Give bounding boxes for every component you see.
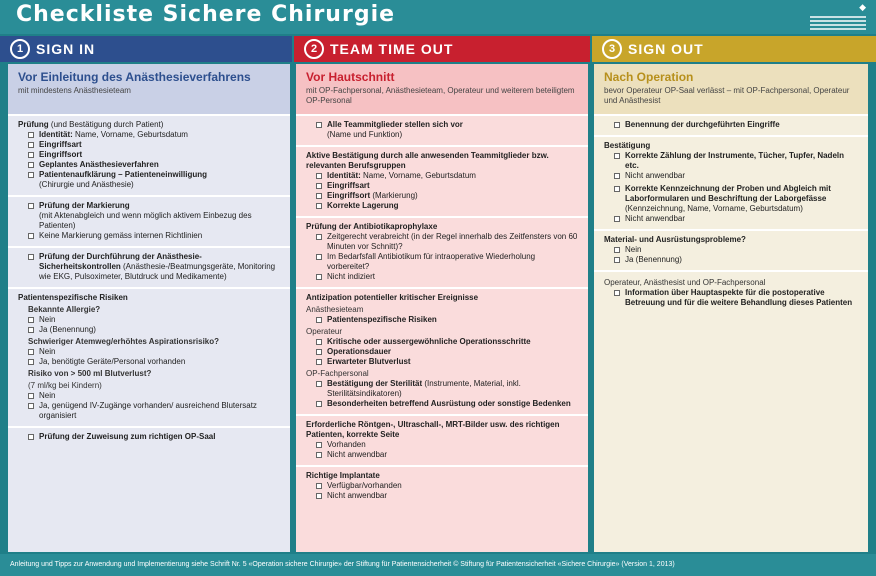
team-time-out-column [296,64,588,552]
phase-team-time-out-bar [294,36,590,62]
checkbox[interactable] [28,434,34,440]
checklist-block [296,287,588,414]
checkbox[interactable] [316,234,322,240]
block-title: Bestätigung [604,141,651,150]
checklist-block [8,246,290,287]
checklist-item[interactable]: Verfügbar/vorhanden [306,481,578,491]
checkbox[interactable] [614,216,620,222]
block-title: Antizipation potentieller kritischer Ereignisse [306,293,479,302]
checkbox[interactable] [614,290,620,296]
checklist-block [296,114,588,145]
phase-sign-out-bar [592,36,876,62]
checkbox[interactable] [28,349,34,355]
checklist-item[interactable]: Operationsdauer [306,347,578,357]
checklist-item[interactable]: Korrekte Zählung der Instrumente, Tücher, Tupfer, Nadeln etc. [604,151,858,171]
checklist-item[interactable]: Keine Markierung gemäss internen Richtlinien [18,231,280,241]
block-title: Patientenspezifische Risiken [18,293,128,302]
checklist-block [8,287,290,426]
checklist-block [296,465,588,506]
checklist-item[interactable]: Nein [604,245,858,255]
column-subheading: bevor Operateur OP-Saal verlässt – mit OP-Fachpersonal, Operateur und Anästhesist [604,86,850,105]
checkbox[interactable] [28,327,34,333]
checkbox[interactable] [28,233,34,239]
phase-name: SIGN OUT [628,41,704,57]
role-label: Operateur [306,327,343,336]
question-note: (7 ml/kg bei Kindern) [28,381,102,390]
checklist-item[interactable]: Geplantes Anästhesieverfahren [18,160,280,170]
checklist-item[interactable]: Nicht anwendbar [306,491,578,501]
checkbox[interactable] [28,203,34,209]
footer-note: Anleitung und Tipps zur Anwendung und Implementierung siehe Schrift Nr. 5 «Operation sichere Chirurgie» der Stiftung für Patientensicherheit © Stiftung für Patientensicherheit «Sichere Chirurgie» (Version 1, 2013) [0,554,876,576]
checklist-item[interactable]: Nicht anwendbar [306,450,578,460]
checklist-block [594,114,868,135]
checkbox[interactable] [316,339,322,345]
phase-sign-in-bar [0,36,292,62]
checklist-item[interactable]: Korrekte Lagerung [306,201,578,211]
checklist-item[interactable]: Eingriffsort (Markierung) [306,191,578,201]
checklist-item[interactable]: Bestätigung der Sterilität (Instrumente, Material, inkl. Sterilitätsindikatoren) [306,379,578,399]
checklist-block [296,145,588,216]
block-title: Material- und Ausrüstungsprobleme? [604,235,746,244]
checkbox[interactable] [614,173,620,179]
checkbox[interactable] [316,173,322,179]
sign-in-column [8,64,290,552]
checkbox[interactable] [316,274,322,280]
checklist-item[interactable]: Korrekte Kennzeichnung der Proben und Abgleich mit Laborformularen und Beschriftung der Laborgefässe (Kennzeichnung, Name, Vorname, Geburtsdatum) [604,184,858,214]
checklist-item[interactable]: Prüfung der Durchführung der Anästhesie-Sicherheitskontrollen (Anästhesie-/Beatmungsgeräte, Monitoring wie EKG, Pulsoximeter, Blutdruck und Medikamente) [18,252,280,282]
checklist-item[interactable]: Im Bedarfsfall Antibiotikum für intraoperative Wiederholung vorbereitet? [306,252,578,272]
block-title: Richtige Implantate [306,471,380,480]
checklist-item[interactable]: Ja (Benennung) [604,255,858,265]
checklist-item[interactable]: Nein [18,347,280,357]
checkbox[interactable] [28,317,34,323]
checklist-block [8,195,290,246]
checklist-item[interactable]: Nein [18,315,280,325]
column-subheading: mit mindestens Anästhesieteam [18,86,131,95]
phase-name: TEAM TIME OUT [330,41,454,57]
checkbox[interactable] [28,152,34,158]
checklist-block [8,426,290,447]
checklist-block [594,135,868,229]
checkbox[interactable] [614,247,620,253]
checkbox[interactable] [614,122,620,128]
column-header [594,64,868,114]
column-heading: Vor Hautschnitt [306,70,395,84]
checklist-item[interactable]: Ja, genügend IV-Zugänge vorhanden/ ausreichend Blutersatz organisiert [18,401,280,421]
checkbox[interactable] [316,183,322,189]
checkbox[interactable] [28,132,34,138]
checkbox[interactable] [28,393,34,399]
checkbox[interactable] [316,203,322,209]
checklist-item[interactable]: Patientenaufklärung – Patienteneinwilligung (Chirurgie und Anästhesie) [18,170,280,190]
checklist-item[interactable]: Besonderheiten betreffend Ausrüstung oder sonstige Bedenken [306,399,578,409]
checkbox[interactable] [316,442,322,448]
checklist-item[interactable]: Nein [18,391,280,401]
question: Risiko von > 500 ml Blutverlust? [28,369,152,378]
column-heading: Vor Einleitung des Anästhesieverfahrens [18,70,251,84]
block-title: Prüfung (und Bestätigung durch Patient) [18,120,164,129]
checklist-item[interactable]: Prüfung der Markierung (mit Aktenabgleich und wenn möglich aktivem Einbezug des Patienten) [18,201,280,231]
checkbox[interactable] [316,254,322,260]
role-label: Anästhesieteam [306,305,364,314]
checklist-item[interactable]: Eingriffsort [18,150,280,160]
checklist-item[interactable]: Vorhanden [306,440,578,450]
checkbox[interactable] [316,483,322,489]
checklist-block [296,414,588,465]
checklist-item[interactable]: Benennung der durchgeführten Eingriffe [604,120,858,130]
phase-number-badge: 3 [602,39,622,59]
checklist-item[interactable]: Erwarteter Blutverlust [306,357,578,367]
checklist-block [8,114,290,195]
checklist-block [594,270,868,313]
checklist-item[interactable]: Nicht anwendbar [604,171,858,181]
checklist-item[interactable]: Nicht indiziert [306,272,578,282]
checklist-item[interactable]: Identität: Name, Vorname, Geburtsdatum [18,130,280,140]
checklist-block [296,216,588,287]
checkbox[interactable] [316,317,322,323]
checklist-item[interactable]: Zeitgerecht verabreicht (in der Regel innerhalb des Zeitfensters von 60 Minuten vor Schnitt)? [306,232,578,252]
checkbox[interactable] [316,193,322,199]
block-title: Erforderliche Röntgen-, Ultraschall-, MRT-Bilder usw. des richtigen Patienten, korrekte Seite [306,420,560,439]
question: Bekannte Allergie? [28,305,101,314]
checklist-item[interactable]: Prüfung der Zuweisung zum richtigen OP-Saal [18,432,280,442]
checklist-item[interactable]: Eingriffsart [306,181,578,191]
foundation-logo-icon: ◆ [806,3,866,31]
checkbox[interactable] [28,172,34,178]
block-title: Prüfung der Antibiotikaprophylaxe [306,222,438,231]
header [0,0,876,34]
phase-name: SIGN IN [36,41,96,57]
column-subheading: mit OP-Fachpersonal, Anästhesieteam, Operateur und weiterem beteiligtem OP-Personal [306,86,575,105]
checkbox[interactable] [614,257,620,263]
question: Schwieriger Atemweg/erhöhtes Aspirationsrisiko? [28,337,220,346]
column-header [8,64,290,114]
checkbox[interactable] [28,359,34,365]
column-header [296,64,588,114]
checkbox[interactable] [316,359,322,365]
column-heading: Nach Operation [604,70,694,84]
checklist-item[interactable]: Identität: Name, Vorname, Geburtsdatum [306,171,578,181]
checklist-item[interactable]: Ja, benötigte Geräte/Personal vorhanden [18,357,280,367]
role-label: OP-Fachpersonal [306,369,369,378]
checkbox[interactable] [316,401,322,407]
checkbox[interactable] [316,122,322,128]
checklist-item[interactable]: Nicht anwendbar [604,214,858,224]
checkbox[interactable] [614,186,620,192]
checklist-item[interactable]: Kritische oder aussergewöhnliche Operationsschritte [306,337,578,347]
checklist-item[interactable]: Information über Hauptaspekte für die postoperative Betreuung und für die weitere Behandlung dieses Patienten [604,288,858,308]
checkbox[interactable] [28,142,34,148]
checkbox[interactable] [28,254,34,260]
page-title: Checkliste Sichere Chirurgie [16,2,396,27]
checkbox[interactable] [614,153,620,159]
checklist-item[interactable]: Ja (Benennung) [18,325,280,335]
checkbox[interactable] [316,349,322,355]
role-label: Operateur, Anästhesist und OP-Fachpersonal [604,278,766,287]
block-title: Aktive Bestätigung durch alle anwesenden Teammitglieder bzw. relevanten Berufsgruppen [306,151,549,170]
checkbox[interactable] [28,403,34,409]
checkbox[interactable] [316,381,322,387]
checkbox[interactable] [316,452,322,458]
checklist-item[interactable]: Patientenspezifische Risiken [306,315,578,325]
checklist-item[interactable]: Eingriffsart [18,140,280,150]
checkbox[interactable] [28,162,34,168]
phase-number-badge: 2 [304,39,324,59]
phase-number-badge: 1 [10,39,30,59]
sign-out-column [594,64,868,552]
checklist-item[interactable]: Alle Teammitglieder stellen sich vor (Name und Funktion) [306,120,578,140]
checkbox[interactable] [316,493,322,499]
checklist-block [594,229,868,270]
